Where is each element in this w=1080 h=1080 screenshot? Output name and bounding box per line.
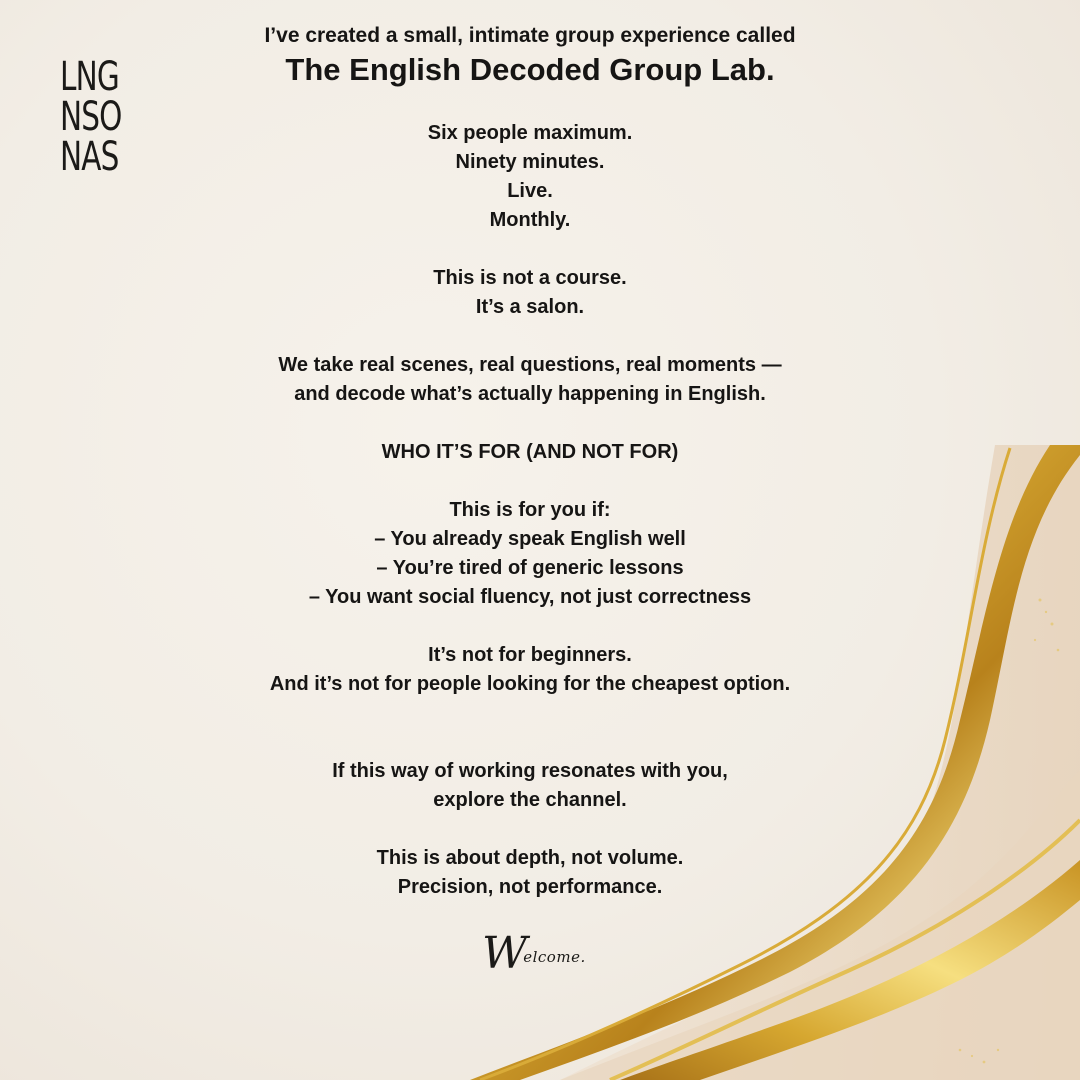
post-text bbox=[190, 22, 870, 902]
welcome-signature bbox=[482, 928, 586, 979]
intro-text: I’ve created a small, intimate group experience called bbox=[264, 24, 796, 47]
logo-line-3: NAS bbox=[60, 134, 119, 180]
positioning-line: It’s a salon. bbox=[475, 296, 585, 318]
signature-initial: W bbox=[482, 928, 528, 979]
audience-not-for: And it’s not for people looking for the cheapest option. bbox=[269, 673, 791, 695]
audience-not-for: It’s not for beginners. bbox=[428, 644, 632, 666]
logo-line-1: LNG bbox=[60, 54, 119, 100]
closing-line: Precision, not performance. bbox=[397, 876, 663, 898]
format-item: Monthly. bbox=[489, 209, 571, 231]
brand-logo bbox=[60, 54, 122, 180]
approach-line: We take real scenes, real questions, real moments — bbox=[278, 354, 782, 376]
audience-for-intro: This is for you if: bbox=[449, 499, 611, 521]
cta-line: If this way of working resonates with you, bbox=[332, 760, 728, 782]
audience-heading: WHO IT’S FOR (AND NOT FOR) bbox=[381, 441, 679, 463]
format-item: Ninety minutes. bbox=[455, 151, 605, 173]
signature-rest: elcome. bbox=[523, 948, 586, 966]
audience-for-item: – You want social fluency, not just correctness bbox=[308, 586, 752, 608]
audience-for-item: – You already speak English well bbox=[374, 528, 686, 550]
logo-line-2: NSO bbox=[60, 94, 122, 140]
closing-line: This is about depth, not volume. bbox=[376, 847, 684, 869]
format-list bbox=[190, 119, 870, 235]
audience-for-item: – You’re tired of generic lessons bbox=[376, 557, 684, 579]
positioning-line: This is not a course. bbox=[433, 267, 627, 289]
approach-line: and decode what’s actually happening in English. bbox=[294, 383, 766, 405]
cta-line: explore the channel. bbox=[433, 789, 627, 811]
format-item: Six people maximum. bbox=[427, 122, 633, 144]
page-title: The English Decoded Group Lab. bbox=[285, 52, 775, 87]
format-item: Live. bbox=[507, 180, 553, 202]
